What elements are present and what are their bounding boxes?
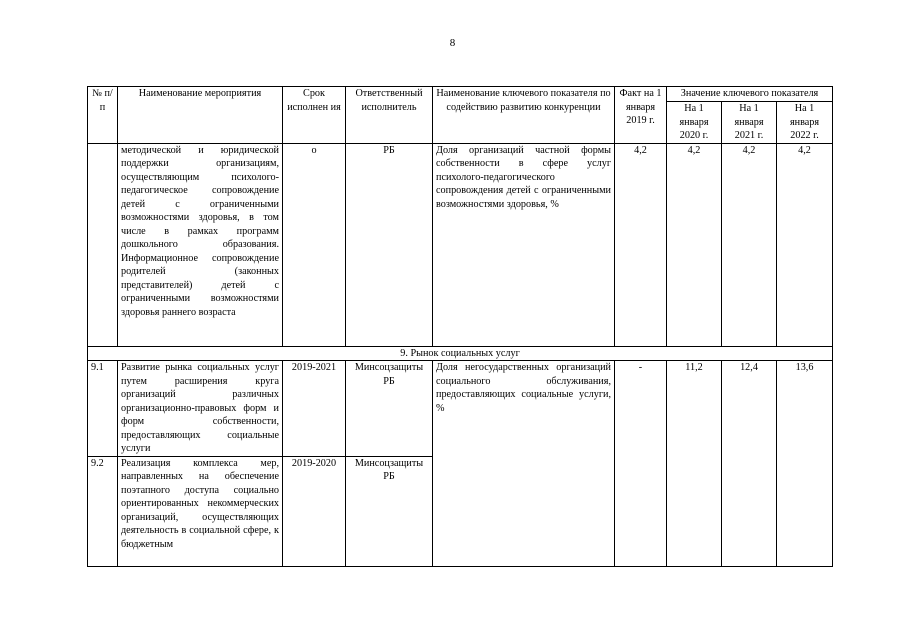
row-event: методической и юридической поддержки организациям, осуществляющим психолого-педагогическое сопровождение детей с ограниченными возможностями здоровья, в том числе в рамках программ дошкольного образования. Информационное сопровождение родителей (законных представителей) детей с ограниченными возможностями здоровья раннего возраста: [118, 143, 283, 346]
header-row: [88, 87, 833, 102]
row-fact: 4,2: [615, 143, 667, 346]
header-value-group: Значение ключевого показателя: [667, 87, 833, 102]
row-value-2022: 4,2: [777, 143, 833, 346]
header-num: № п/п: [88, 87, 118, 144]
row-value-2020: 4,2: [667, 143, 722, 346]
header-indicator: Наименование ключевого показателя по содействию развитию конкуренции: [433, 87, 615, 144]
row-indicator: Доля негосударственных организаций социального обслуживания, предоставляющих социальные услуги, %: [433, 361, 615, 567]
row-num: 9.1: [88, 361, 118, 457]
row-responsible: РБ: [346, 143, 433, 346]
section-row: [88, 346, 833, 361]
table-row: [88, 143, 833, 346]
row-num: 9.2: [88, 456, 118, 566]
row-deadline: 2019-2021: [283, 361, 346, 457]
table-row-9-1: [88, 361, 833, 457]
row-deadline: 2019-2020: [283, 456, 346, 566]
header-fact: Факт на 1 января 2019 г.: [615, 87, 667, 144]
row-indicator: Доля организаций частной формы собственности в сфере услуг психолого-педагогического сопровождения детей с ограниченными возможностями здоровья, %: [433, 143, 615, 346]
row-value-2020: 11,2: [667, 361, 722, 567]
page-number: 8: [449, 37, 456, 49]
row-value-2021: 4,2: [722, 143, 777, 346]
row-value-2022: 13,6: [777, 361, 833, 567]
header-2022: На 1 января 2022 г.: [777, 102, 833, 144]
row-value-2021: 12,4: [722, 361, 777, 567]
header-2020: На 1 января 2020 г.: [667, 102, 722, 144]
header-responsible: Ответственный исполнитель: [346, 87, 433, 144]
row-deadline: о: [283, 143, 346, 346]
row-event: Реализация комплекса мер, направленных на обеспечение поэтапного доступа социально ориентированных некоммерческих организаций, осуществляющих деятельность в социальной сфере, к бюджетным: [118, 456, 283, 566]
header-deadline: Срок исполнен ия: [283, 87, 346, 144]
header-event: Наименование мероприятия: [118, 87, 283, 144]
header-2021: На 1 января 2021 г.: [722, 102, 777, 144]
row-responsible: Минсоцзащиты РБ: [346, 361, 433, 457]
section-title: 9. Рынок социальных услуг: [88, 346, 833, 361]
measures-table: [87, 86, 833, 567]
row-fact: -: [615, 361, 667, 567]
row-event: Развитие рынка социальных услуг путем расширения круга организаций различных организационно-правовых форм и форм собственности, предоставляющих социальные услуги: [118, 361, 283, 457]
row-num: [88, 143, 118, 346]
row-responsible: Минсоцзащиты РБ: [346, 456, 433, 566]
